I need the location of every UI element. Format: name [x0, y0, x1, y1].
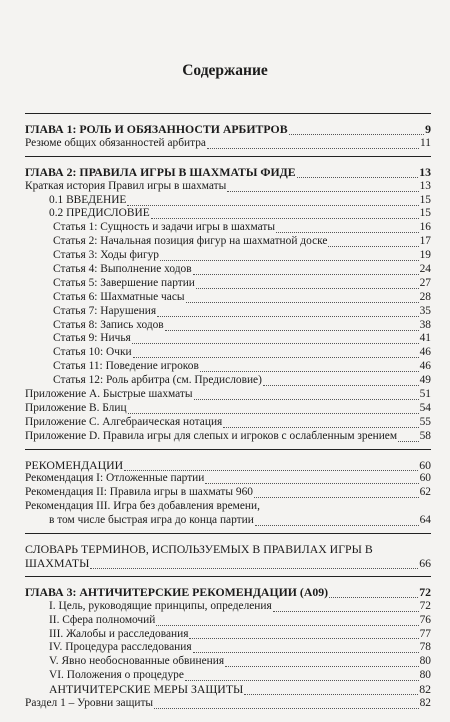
- toc-entry[interactable]: [25, 402, 431, 416]
- toc-page-number: 15: [419, 193, 431, 206]
- toc-entry-title: АНТИЧИТЕРСКИЕ МЕРЫ ЗАЩИТЫ: [49, 682, 244, 697]
- dot-leader: [132, 334, 419, 344]
- toc-entry[interactable]: [25, 600, 431, 614]
- toc-entry-title: в том числе быстрая игра до конца партии: [49, 514, 254, 527]
- toc-entry[interactable]: [25, 459, 431, 473]
- toc-entry[interactable]: [25, 655, 431, 669]
- toc-page-number: 38: [419, 318, 431, 331]
- toc-entry[interactable]: [25, 543, 431, 557]
- toc-entry[interactable]: [25, 346, 431, 360]
- toc-page-number: 17: [419, 235, 431, 248]
- toc-entry[interactable]: [25, 430, 431, 444]
- toc-page-number: 80: [419, 655, 431, 668]
- dot-leader: [297, 168, 419, 178]
- toc-page-number: 49: [419, 374, 431, 387]
- toc-entry-title: 0.1 ВВЕДЕНИЕ: [49, 193, 127, 206]
- toc-entry-title: ГЛАВА 3: АНТИЧИТЕРСКИЕ РЕКОМЕНДАЦИИ (А09): [25, 584, 329, 599]
- toc-entry[interactable]: [25, 374, 431, 388]
- toc-page-number: 13: [419, 164, 431, 179]
- toc-page-number: 76: [419, 613, 431, 626]
- toc-page-number: 72: [419, 599, 431, 612]
- dot-leader: [289, 125, 425, 135]
- toc-entry-title: 0.2 ПРЕДИСЛОВИЕ: [49, 207, 150, 220]
- toc-entry[interactable]: [25, 180, 431, 194]
- toc-entry-title: Статья 1: Сущность и задачи игры в шахматы: [53, 221, 276, 234]
- table-of-contents: [25, 113, 431, 711]
- toc-page-number: 54: [419, 401, 431, 414]
- toc-page-number: 77: [419, 627, 431, 640]
- toc-page-number: 24: [419, 263, 431, 276]
- dot-leader: [127, 196, 418, 206]
- toc-entry-title: Статья 12: Роль арбитра (см. Предисловие): [53, 374, 262, 387]
- toc-page-number: 41: [419, 332, 431, 345]
- toc-page-number: 13: [419, 179, 431, 192]
- toc-page-number: 35: [419, 304, 431, 317]
- dot-leader: [196, 279, 419, 289]
- toc-entry-title: Приложение D. Правила игры для слепых и игроков с ослабленным зрением: [25, 429, 398, 442]
- toc-page-number: 46: [419, 360, 431, 373]
- toc-page-number: 27: [419, 276, 431, 289]
- dot-leader: [329, 588, 418, 598]
- toc-entry-title: Рекомендация II: Правила игры в шахматы 960: [25, 486, 253, 499]
- toc-entry[interactable]: [25, 207, 431, 221]
- toc-entry[interactable]: [25, 235, 431, 249]
- toc-entry[interactable]: [25, 486, 431, 500]
- toc-entry[interactable]: [25, 291, 431, 305]
- toc-page-number: 11: [420, 136, 431, 149]
- toc-entry[interactable]: [25, 697, 431, 711]
- dot-leader: [273, 602, 419, 612]
- toc-entry[interactable]: [25, 669, 431, 683]
- toc-entry-title: Раздел 1 – Уровни защиты: [25, 696, 154, 709]
- toc-entry-title: Статья 6: Шахматные часы: [53, 290, 185, 303]
- toc-page-number: 15: [419, 207, 431, 220]
- toc-entry[interactable]: [25, 137, 431, 151]
- toc-entry-title: Статья 4: Выполнение ходов: [53, 263, 192, 276]
- toc-entry[interactable]: [25, 305, 431, 319]
- toc-entry[interactable]: [25, 472, 431, 486]
- toc-entry[interactable]: [25, 514, 431, 528]
- toc-entry[interactable]: [25, 628, 431, 642]
- dot-leader: [254, 488, 419, 498]
- toc-page-number: 60: [419, 457, 431, 472]
- toc-page-number: 16: [419, 221, 431, 234]
- toc-entry-title: I. Цель, руководящие принципы, определения: [49, 599, 272, 612]
- dot-leader: [225, 657, 418, 667]
- toc-entry-title: III. Жалобы и расследования: [49, 627, 189, 640]
- toc-entry[interactable]: [25, 277, 431, 291]
- toc-entry-title: ШАХМАТЫ: [25, 555, 90, 570]
- dot-leader: [255, 516, 419, 526]
- toc-entry[interactable]: [25, 641, 431, 655]
- dot-leader: [124, 461, 418, 471]
- toc-entry[interactable]: [25, 683, 431, 697]
- dot-leader: [244, 685, 418, 695]
- dot-leader: [205, 474, 418, 484]
- toc-entry-title: IV. Процедура расследования: [49, 641, 192, 654]
- toc-page-number: 60: [419, 472, 431, 485]
- dot-leader: [154, 699, 419, 709]
- toc-entry-title: Статья 2: Начальная позиция фигур на шахматной доске: [53, 235, 328, 248]
- toc-entry[interactable]: [25, 416, 431, 430]
- toc-entry[interactable]: [25, 500, 431, 514]
- toc-page-number: 64: [419, 514, 431, 527]
- toc-entry-title: Статья 7: Нарушения: [53, 304, 157, 317]
- toc-entry-title: Приложение С. Алгебраическая нотация: [25, 415, 223, 428]
- dot-leader: [193, 265, 419, 275]
- toc-page-number: 62: [419, 486, 431, 499]
- dot-leader: [156, 616, 418, 626]
- toc-page-number: 80: [419, 669, 431, 682]
- toc-entry-title: II. Сфера полномочий: [49, 613, 156, 626]
- dot-leader: [189, 629, 418, 639]
- toc-entry-title: РЕКОМЕНДАЦИИ: [25, 457, 124, 472]
- dot-leader: [186, 293, 419, 303]
- dot-leader: [276, 223, 419, 233]
- dot-leader: [160, 251, 419, 261]
- toc-entry-title: Статья 8: Запись ходов: [53, 318, 164, 331]
- dot-leader: [157, 307, 419, 317]
- toc-chapter-entry[interactable]: [25, 123, 431, 137]
- dot-leader: [90, 559, 418, 569]
- toc-entry-title: Краткая история Правил игры в шахматы: [25, 179, 227, 192]
- toc-entry-title: Статья 9: Ничья: [53, 332, 131, 345]
- toc-entry-title: СЛОВАРЬ ТЕРМИНОВ, ИСПОЛЬЗУЕМЫХ В ПРАВИЛАХ ИГРЫ В: [25, 542, 373, 557]
- toc-page-number: 28: [419, 290, 431, 303]
- toc-entry-title: Статья 3: Ходы фигур: [53, 249, 160, 262]
- dot-leader: [151, 209, 419, 219]
- dot-leader: [200, 362, 419, 372]
- dot-leader: [193, 643, 419, 653]
- dot-leader: [133, 348, 419, 358]
- toc-entry[interactable]: [25, 194, 431, 208]
- toc-page-number: 51: [419, 388, 431, 401]
- toc-page-number: 82: [419, 696, 431, 709]
- toc-page-number: 78: [419, 641, 431, 654]
- toc-entry[interactable]: [25, 557, 431, 571]
- toc-entry-title: Резюме общих обязанностей арбитра: [25, 136, 206, 149]
- dot-leader: [223, 418, 418, 428]
- toc-entry[interactable]: [25, 360, 431, 374]
- toc-entry[interactable]: [25, 249, 431, 263]
- dot-leader: [185, 671, 419, 681]
- toc-page-number: 19: [419, 249, 431, 262]
- dot-leader: [165, 321, 419, 331]
- toc-page-number: 82: [419, 682, 431, 697]
- toc-entry-title: ГЛАВА 1: РОЛЬ И ОБЯЗАННОСТИ АРБИТРОВ: [25, 122, 288, 136]
- toc-page-number: 72: [419, 584, 431, 599]
- toc-page-number: 58: [419, 429, 431, 442]
- toc-entry[interactable]: [25, 319, 431, 333]
- dot-leader: [398, 432, 419, 442]
- toc-entry-title: Рекомендация III. Игра без добавления времени,: [25, 500, 260, 513]
- page-title: Содержание: [182, 62, 268, 79]
- toc-entry[interactable]: [25, 221, 431, 235]
- toc-entry[interactable]: [25, 614, 431, 628]
- toc-entry-title: Статья 10: Очки: [53, 346, 132, 359]
- toc-page-number: 55: [419, 415, 431, 428]
- toc-entry-title: Рекомендация I: Отложенные партии: [25, 472, 205, 485]
- dot-leader: [227, 182, 418, 192]
- toc-entry-title: Статья 5: Завершение партии: [53, 276, 195, 289]
- toc-entry-title: ГЛАВА 2: ПРАВИЛА ИГРЫ В ШАХМАТЫ ФИДЕ: [25, 164, 296, 179]
- dot-leader: [263, 376, 419, 386]
- toc-page-number: 9: [425, 122, 431, 136]
- toc-entry[interactable]: [25, 332, 431, 346]
- toc-entry[interactable]: [25, 263, 431, 277]
- dot-leader: [328, 237, 418, 247]
- dot-leader: [207, 139, 419, 149]
- toc-chapter-entry[interactable]: [25, 166, 431, 180]
- dot-leader: [128, 404, 419, 414]
- toc-page-number: 46: [419, 346, 431, 359]
- toc-chapter-entry[interactable]: [25, 586, 431, 600]
- dot-leader: [194, 390, 419, 400]
- toc-entry-title: Статья 11: Поведение игроков: [53, 360, 199, 373]
- toc-entry-title: Приложение В. Блиц: [25, 401, 127, 414]
- toc-page-number: 66: [419, 555, 431, 570]
- toc-entry-title: V. Явно необоснованные обвинения: [49, 655, 225, 668]
- toc-entry-title: VI. Положения о процедуре: [49, 669, 184, 682]
- toc-entry-title: Приложение А. Быстрые шахматы: [25, 388, 193, 401]
- toc-entry[interactable]: [25, 388, 431, 402]
